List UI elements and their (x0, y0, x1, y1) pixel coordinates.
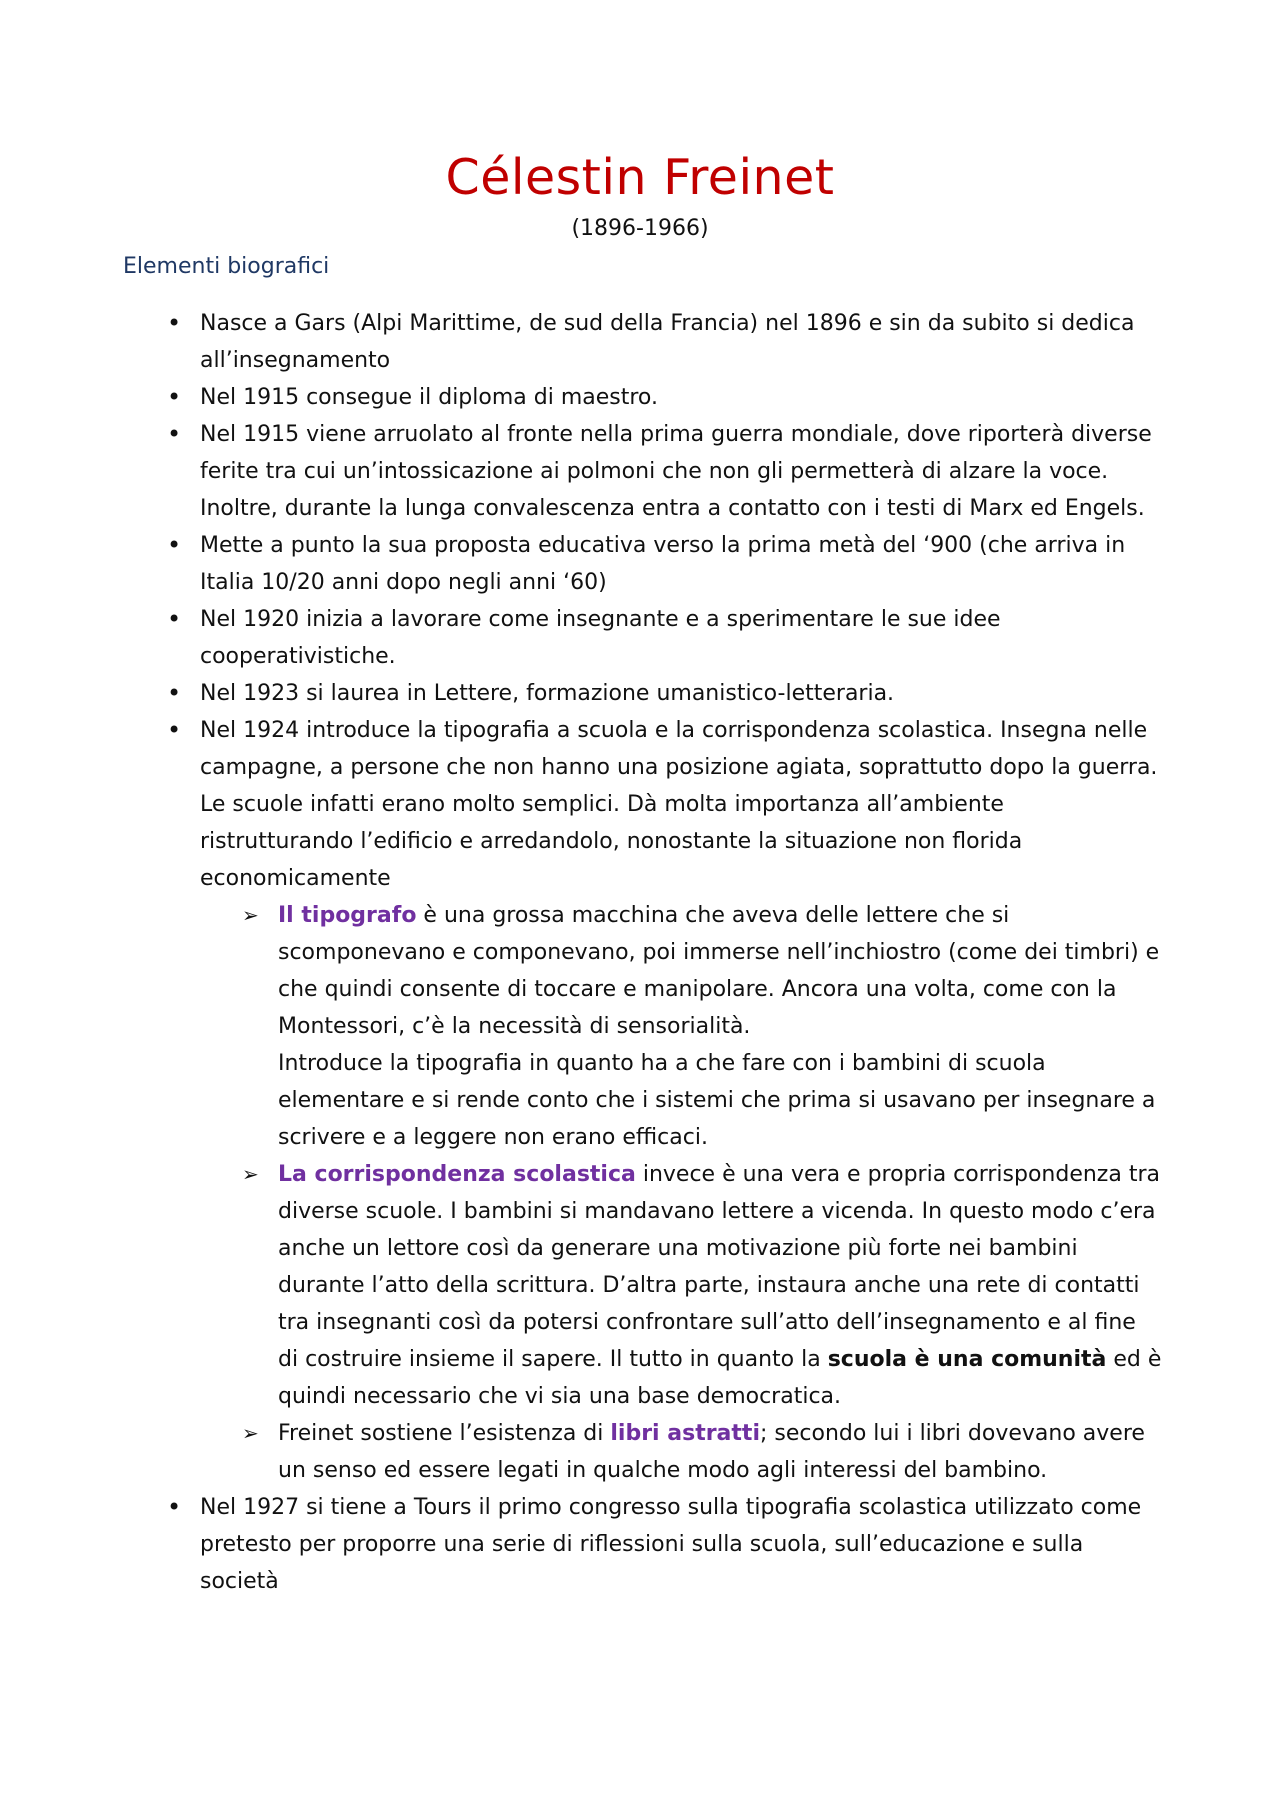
list-item (200, 416, 1160, 527)
sub-list-item-corrispondenza (278, 1156, 1162, 1415)
sub-item-paragraph: Introduce la tipografia in quanto ha a che fare con i bambini di scuola elementare e si rende conto che i sistemi che prima si usavano per insegnare a scrivere e a leggere non erano efficaci. (278, 1051, 1156, 1150)
sub-list-item-tipografo (278, 897, 1162, 1156)
page-title: Célestin Freinet (445, 149, 835, 206)
list-item-text: Nel 1927 si tiene a Tours il primo congresso sulla tipografia scolastica utilizzato come pretesto per proporre una serie di riflessioni sulla scuola, sull’educazione e sulla società (200, 1495, 1142, 1594)
list-item (200, 1489, 1160, 1600)
list-item-text: Nasce a Gars (Alpi Marittime, de sud della Francia) nel 1896 e sin da subito si dedica all’insegnamento (200, 311, 1135, 373)
sub-list-item-libri (278, 1415, 1162, 1489)
page-subtitle: (1896-1966) (571, 216, 709, 241)
list-item-text: Nel 1920 inizia a lavorare come insegnante e a sperimentare le sue idee cooperativistiche. (200, 607, 1001, 669)
term-corrispondenza: La corrispondenza scolastica (278, 1162, 636, 1187)
list-item-text: Nel 1923 si laurea in Lettere, formazione umanistico-letteraria. (200, 681, 895, 706)
sub-item-tail: ed è quindi necessario che vi sia una base democratica. (278, 1347, 1162, 1409)
list-item (200, 379, 1160, 416)
list-item (200, 527, 1160, 601)
list-item (200, 712, 1160, 1489)
sub-item-text: è una grossa macchina che aveva delle lettere che si scomponevano e componevano, poi immerse nell’inchiostro (come dei timbri) e che quindi consente di toccare e manipolare. Ancora una volta, come con la Montessori, c’è la necessità di sensorialità. (278, 903, 1160, 1039)
biography-list (0, 305, 1280, 1600)
term-libri-astratti: libri astratti (610, 1421, 760, 1446)
bold-phrase: scuola è una comunità (827, 1347, 1107, 1372)
sub-item-prefix: Freinet sostiene l’esistenza di (278, 1421, 611, 1446)
sub-list (200, 897, 1160, 1489)
sub-item-tail: ; secondo lui i libri dovevano avere un senso ed essere legati in qualche modo agli interessi del bambino. (278, 1421, 1145, 1483)
list-item (200, 305, 1160, 379)
list-item-text: Mette a punto la sua proposta educativa verso la prima metà del ‘900 (che arriva in Italia 10/20 anni dopo negli anni ‘60) (200, 533, 1126, 595)
list-item (200, 675, 1160, 712)
term-tipografo: Il tipografo (278, 903, 417, 928)
section-heading: Elementi biografici (123, 254, 330, 279)
list-item-text: Nel 1915 viene arruolato al fronte nella prima guerra mondiale, dove riporterà diverse ferite tra cui un’intossicazione ai polmoni che non gli permetterà di alzare la voce. Inoltre, durante la lunga convalescenza entra a contatto con i testi di Marx ed Engels. (200, 422, 1152, 521)
list-item (200, 601, 1160, 675)
list-item-text: Nel 1915 consegue il diploma di maestro. (200, 385, 658, 410)
list-item-text: Nel 1924 introduce la tipografia a scuola e la corrispondenza scolastica. Insegna nelle campagne, a persone che non hanno una posizione agiata, soprattutto dopo la guerra. Le scuole infatti erano molto semplici. Dà molta importanza all’ambiente ristrutturando l’edificio e arredandolo, nonostante la situazione non florida economicamente (200, 718, 1158, 891)
sub-item-text: invece è una vera e propria corrispondenza tra diverse scuole. I bambini si mandavano lettere a vicenda. In questo modo c’era anche un lettore così da generare una motivazione più forte nei bambini durante l’atto della scrittura. D’altra parte, instaura anche una rete di contatti tra insegnanti così da potersi confrontare sull’atto dell’insegnamento e al fine di costruire insieme il sapere. Il tutto in quanto la (278, 1162, 1160, 1372)
